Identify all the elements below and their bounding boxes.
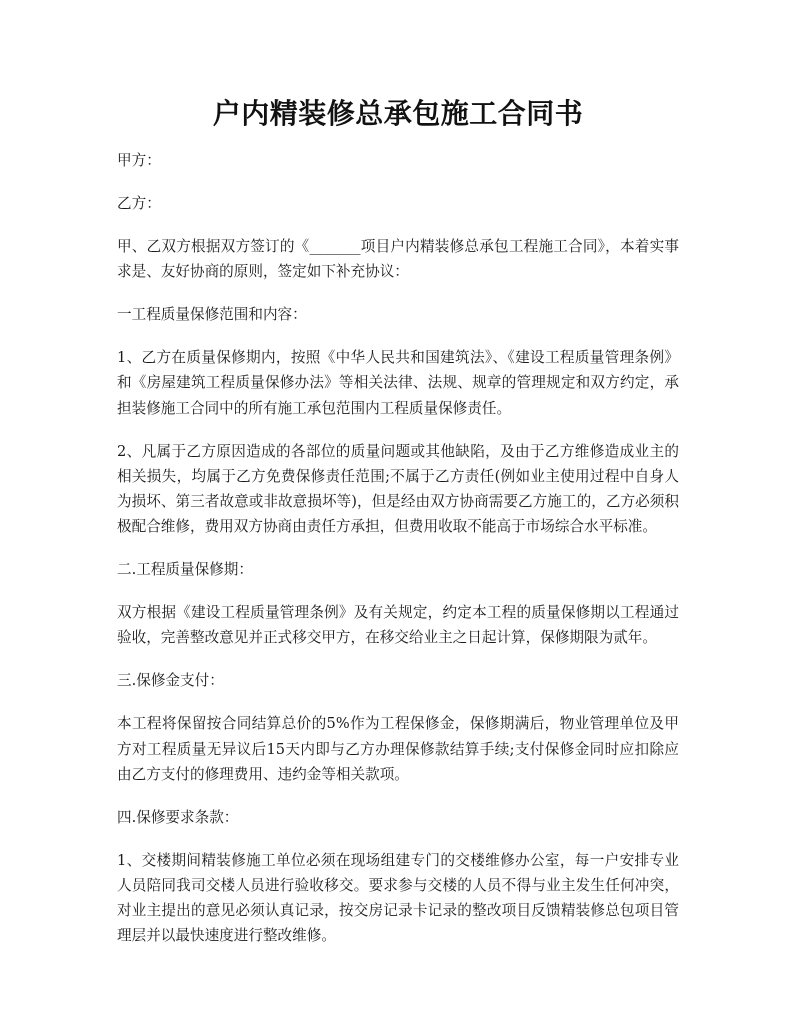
section-1-item-2: 2、凡属于乙方原因造成的各部位的质量问题或其他缺陷，及由于乙方维修造成业主的相关损失，均属于乙方免费保修责任范围;不属于乙方责任(例如业主使用过程中自身人为损坏、第三者故意或非故意损坏等)，但是经由双方协商需要乙方施工的，乙方必须积极配合维修，费用双方协商由责任方承担，但费用收取不能高于市场综合水平标准。	[117, 442, 679, 536]
section-2-paragraph: 双方根据《建设工程质量管理条例》及有关规定，约定本工程的质量保修期以工程通过验收，完善整改意见并正式移交甲方，在移交给业主之日起计算，保修期限为贰年。	[117, 604, 679, 647]
section-3-heading: 三.保修金支付：	[117, 672, 224, 690]
document-title: 户内精装修总承包施工合同书	[212, 97, 584, 130]
intro-paragraph: 甲、乙双方根据双方签订的《_______项目户内精装修总承包工程施工合同》，本着实事求是、友好协商的原则，签定如下补充协议：	[117, 238, 679, 281]
section-1-item-1: 1、乙方在质量保修期内，按照《中华人民共和国建筑法》、《建设工程质量管理条例》和《房屋建筑工程质量保修办法》等相关法律、法规、规章的管理规定和双方约定，承担装修施工合同中的所有施工承包范围内工程质量保修责任。	[117, 349, 679, 417]
section-1-heading: 一工程质量保修范围和内容：	[117, 306, 307, 324]
section-4-item-1: 1、交楼期间精装修施工单位必须在现场组建专门的交楼维修办公室，每一户安排专业人员陪同我司交楼人员进行验收移交。要求参与交楼的人员不得与业主发生任何冲突，对业主提出的意见必须认真记录，按交房记录卡记录的整改项目反馈精装修总包项目管理层并以最快速度进行整改维修。	[117, 851, 679, 945]
document-body	[117, 148, 679, 966]
party-a-line: 甲方：	[117, 152, 161, 169]
section-4-heading: 四.保修要求条款：	[117, 808, 239, 826]
section-2-heading: 二.工程质量保修期：	[117, 561, 253, 579]
section-3-paragraph: 本工程将保留按合同结算总价的5%作为工程保修金，保修期满后，物业管理单位及甲方对工程质量无异议后15天内即与乙方办理保修款结算手续;支付保修金同时应扣除应由乙方支付的修理费用、违约金等相关款项。	[117, 715, 679, 783]
party-b-line: 乙方：	[117, 195, 161, 212]
